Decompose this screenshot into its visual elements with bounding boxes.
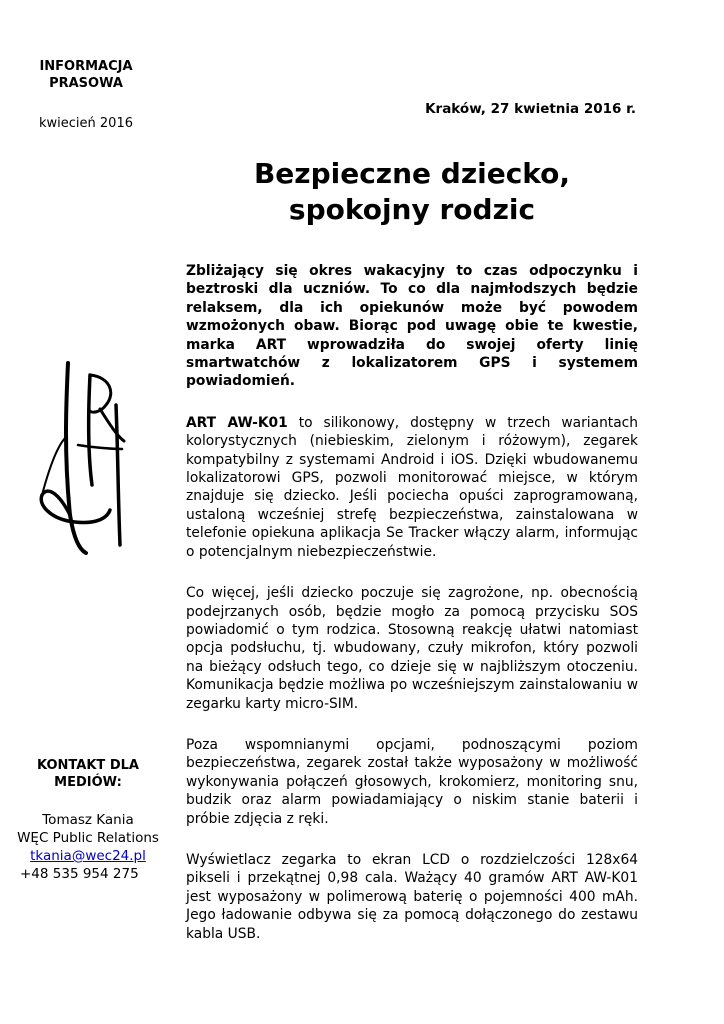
contact-name: Tomasz Kania: [42, 812, 134, 828]
headline-line2: spokojny rodzic: [288, 193, 536, 226]
headline: [186, 156, 638, 228]
contact-company: WĘC Public Relations: [17, 830, 159, 846]
contact-heading-line1: KONTAKT DLA: [37, 758, 139, 773]
contact-phone: +48 535 954 275: [20, 866, 139, 882]
specs-paragraph: Wyświetlacz zegarka to ekran LCD o rozdzielczości 128x64 pikseli i przekątnej 0,98 cala. Ważący 40 gramów ART AW-K01 jest wyposażony w polimerową baterię o pojemności 400 mAh. Jego ładowanie odbywa się za pomocą dołączonego do zestawu kabla USB.: [186, 851, 638, 942]
product-paragraph: [186, 414, 638, 561]
contact-email-link[interactable]: tkania@wec24.pl: [30, 848, 146, 864]
press-label-line1: INFORMACJA: [39, 59, 133, 74]
article-body: [186, 262, 638, 966]
contact-details: [8, 811, 168, 883]
headline-line1: Bezpieczne dziecko,: [253, 157, 571, 190]
art-logo-icon: [30, 345, 130, 565]
sos-paragraph: Co więcej, jeśli dziecko poczuje się zagrożone, np. obecnością podejrzanych osób, będzie mogło za pomocą przycisku SOS powiadomić o tym rodzica. Stosowną reakcję ułatwi natomiast opcja podsłuchu, tj. wbudowany, czuły mikrofon, który pozwoli na bieżący odsłuch tego, co dzieje się w najbliższym otoczeniu. Komunikacja będzie możliwa po wcześniejszym zainstalowaniu w zegarku karty micro-SIM.: [186, 585, 638, 712]
product-paragraph-text: to silikonowy, dostępny w trzech wariantach kolorystycznych (niebieskim, zielonym i różowym), zegarek kompatybilny z systemami Android i iOS. Dzięki wbudowanemu lokalizatorowi GPS, pozwoli monitorować miejsce, w którym znajduje się dziecko. Jeśli pociecha opuści zaprogramowaną, ustaloną wcześniej strefę bezpieczeństwa, zainstalowana w telefonie opiekuna aplikacja Se Tracker włączy alarm, informując o potencjalnym niebezpieczeństwie.: [186, 414, 639, 560]
press-label-line2: PRASOWA: [49, 76, 123, 91]
contact-heading: [8, 757, 168, 791]
contact-heading-line2: MEDIÓW:: [54, 775, 122, 790]
product-name: ART AW-K01: [186, 414, 288, 431]
lead-paragraph: Zbliżający się okres wakacyjny to czas odpoczynku i beztroski dla uczniów. To co dla najmłodszych będzie relaksem, dla ich opiekunów może być powodem wzmożonych obaw. Biorąc pod uwagę obie te kwestie, marka ART wprowadziła do swojej oferty linię smartwatchów z lokalizatorem GPS i systemem powiadomień.: [186, 263, 638, 390]
features-paragraph: Poza wspomnianymi opcjami, podnoszącymi poziom bezpieczeństwa, zegarek został także wyposażony w możliwość wykonywania połączeń głosowych, krokomierz, monitoring snu, budzik oraz alarm powiadamiający o niskim stanie baterii i próbie zdjęcia z ręki.: [186, 736, 638, 827]
dateline: Kraków, 27 kwietnia 2016 r.: [425, 101, 636, 117]
press-info: [16, 58, 156, 132]
media-contact: [8, 757, 168, 883]
press-month: kwiecień 2016: [39, 116, 133, 131]
